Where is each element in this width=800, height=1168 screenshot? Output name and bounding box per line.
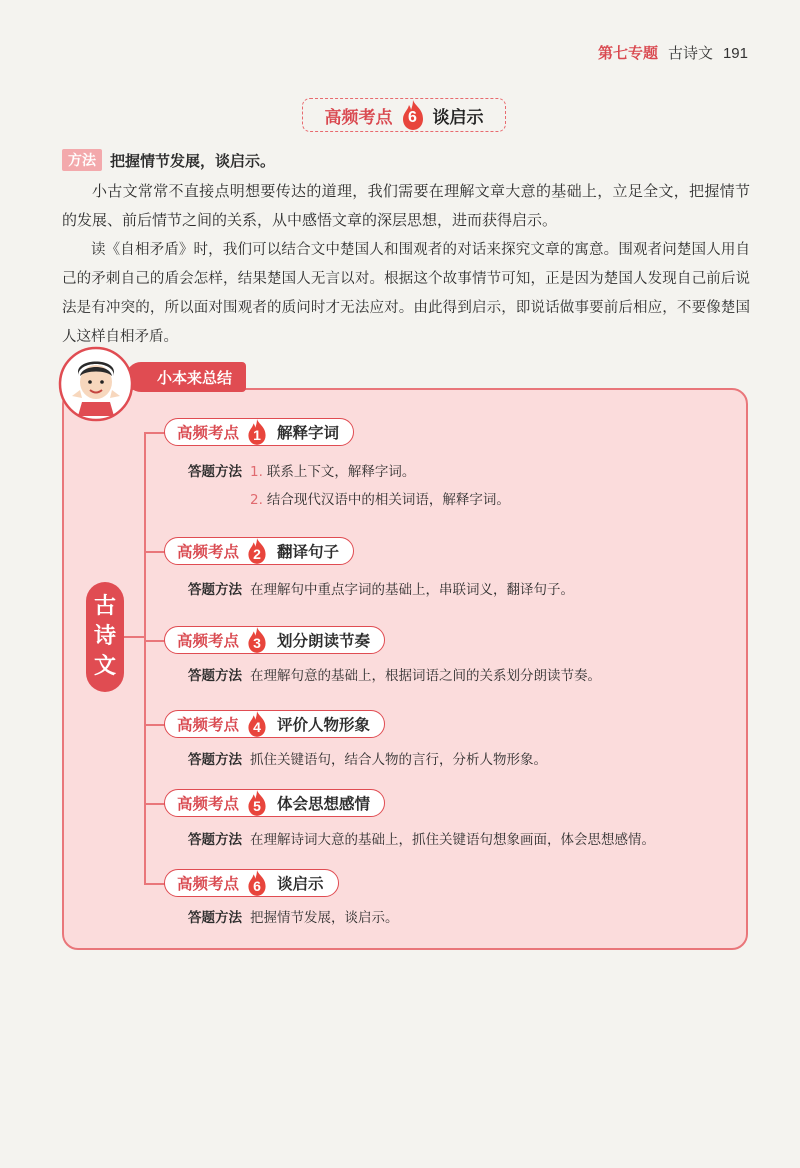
tree-trunk xyxy=(144,432,146,884)
topic-pill-4: 高频考点 4 评价人物形象 xyxy=(164,710,385,738)
flame-icon: 5 xyxy=(245,789,269,817)
answer-2: 答题方法 在理解句中重点字词的基础上，串联词义，翻译句子。 xyxy=(188,582,574,598)
page-header xyxy=(598,42,748,63)
topic-label: 第七专题 xyxy=(597,44,658,62)
flame-icon: 6 xyxy=(245,869,269,897)
answer-4: 答题方法 抓住关键语句，结合人物的言行，分析人物形象。 xyxy=(188,752,547,768)
flame-icon: 1 xyxy=(245,418,269,446)
paragraph-2: 读《自相矛盾》时，我们可以结合文中楚国人和围观者的对话来探究文章的寓意。围观者问楚国人用自己的矛刺自己的盾会怎样，结果楚国人无言以对。根据这个故事情节可知，正是因为楚国人发现自己前后说法是有冲突的，所以面对围观者的质问时才无法应对。由此得到启示，即说话做事要前后相应，不要像楚国人这样自相矛盾。 xyxy=(62,242,750,345)
banner-number: 6 xyxy=(408,109,417,126)
flame-icon: 2 xyxy=(245,537,269,565)
branch-line xyxy=(144,883,166,885)
answer-5: 答题方法 在理解诗词大意的基础上，抓住关键语句想象画面，体会思想感情。 xyxy=(188,832,655,848)
topic-pill-2: 高频考点 2 翻译句子 xyxy=(164,537,354,565)
category-label: 古 诗 文 xyxy=(86,582,124,692)
branch-line xyxy=(144,803,166,805)
banner-prefix: 高频考点 xyxy=(324,107,393,128)
paragraph-1: 小古文常常不直接点明想要传达的道理，我们需要在理解文章大意的基础上，立足全文，把握情节的发展、前后情节之间的关系，从中感悟文章的深层思想，进而获得启示。 xyxy=(62,182,750,229)
method-line xyxy=(62,149,275,171)
answer-3: 答题方法 在理解句意的基础上，根据词语之间的关系划分朗读节奏。 xyxy=(188,668,601,684)
topic-pill-3: 高频考点 3 划分朗读节奏 xyxy=(164,626,385,654)
topic-pill-1: 高频考点 1 解释字词 xyxy=(164,418,354,446)
page-number: 191 xyxy=(722,45,748,62)
flame-icon: 4 xyxy=(245,710,269,738)
method-text: 把握情节发展，谈启示。 xyxy=(110,151,276,170)
subject-label: 古诗文 xyxy=(667,44,713,62)
flame-icon: 3 xyxy=(245,626,269,654)
branch-line xyxy=(144,724,166,726)
tree-connector xyxy=(124,636,144,638)
branch-line xyxy=(144,640,166,642)
topic-pill-6: 高频考点 6 谈启示 xyxy=(164,869,339,897)
flame-icon xyxy=(399,99,427,131)
banner-title: 谈启示 xyxy=(432,107,484,128)
answer-6: 答题方法 把握情节发展，谈启示。 xyxy=(188,910,399,926)
method-tag: 方法 xyxy=(62,149,102,171)
branch-line xyxy=(144,432,166,434)
branch-line xyxy=(144,551,166,553)
answer-1: 答题方法 1. 联系上下文，解释字词。 2. 结合现代汉语中的相关词语，解释字词。 xyxy=(188,464,510,508)
section-banner xyxy=(302,98,506,132)
topic-pill-5: 高频考点 5 体会思想感情 xyxy=(164,789,385,817)
summary-tab: 小本来总结 xyxy=(126,362,246,392)
avatar-icon xyxy=(58,346,134,422)
